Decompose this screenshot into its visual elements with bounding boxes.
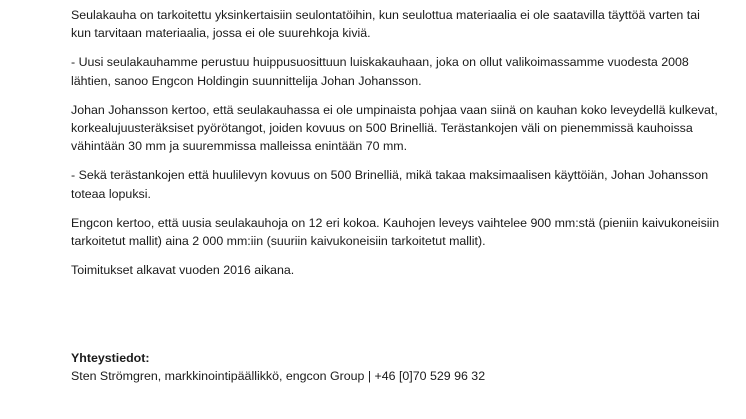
paragraph-deliveries: Toimitukset alkavat vuoden 2016 aikana. [71, 263, 295, 278]
document-body [71, 6, 721, 290]
paragraph-quote-designer: - Uusi seulakauhamme perustuu huippusuosittuun luiskakauhaan, joka on ollut valikoimassamme vuodesta 2008 lähtien, sanoo Engcon Holdingin suunnittelija Johan Johansson. [71, 55, 689, 88]
paragraph-quote-hardness: - Sekä terästankojen että huulilevyn kovuus on 500 Brinelliä, mikä takaa maksimaalisen käyttöiän, Johan Johansson toteaa lopuksi. [71, 168, 709, 201]
paragraph-sizes: Engcon kertoo, että uusia seulakauhoja on 12 eri kokoa. Kauhojen leveys vaihtelee 900 mm:stä (pieniin kaivukoneisiin tarkoitetut mallit) aina 2 000 mm:iin (suuriin kaivukoneisiin tarkoitetut mallit). [71, 215, 720, 249]
contact-section [71, 349, 721, 385]
paragraph-construction: Johan Johansson kertoo, että seulakauhassa ei ole umpinaista pohjaa vaan siinä on kauhan koko leveydellä kulkevat, korkealujuusteräksiset pyörötangot, joiden kovuus on 500 Brinelliä. Terästankojen väli on pienemmissä kauhoissa vähintään 30 mm ja suuremmissa malleissa enintään 70 mm. [71, 102, 718, 154]
contact-heading: Yhteystiedot: [71, 351, 150, 365]
contact-details: Sten Strömgren, markkinointipäällikkö, engcon Group | +46 [0]70 529 96 32 [71, 369, 486, 383]
paragraph-intro: Seulakauha on tarkoitettu yksinkertaisiin seulontatöihin, kun seulottua materiaalia ei ole saatavilla täyttöä varten tai kun tarvitaan materiaalia, jossa ei ole suurehkoja kiviä. [71, 8, 700, 41]
